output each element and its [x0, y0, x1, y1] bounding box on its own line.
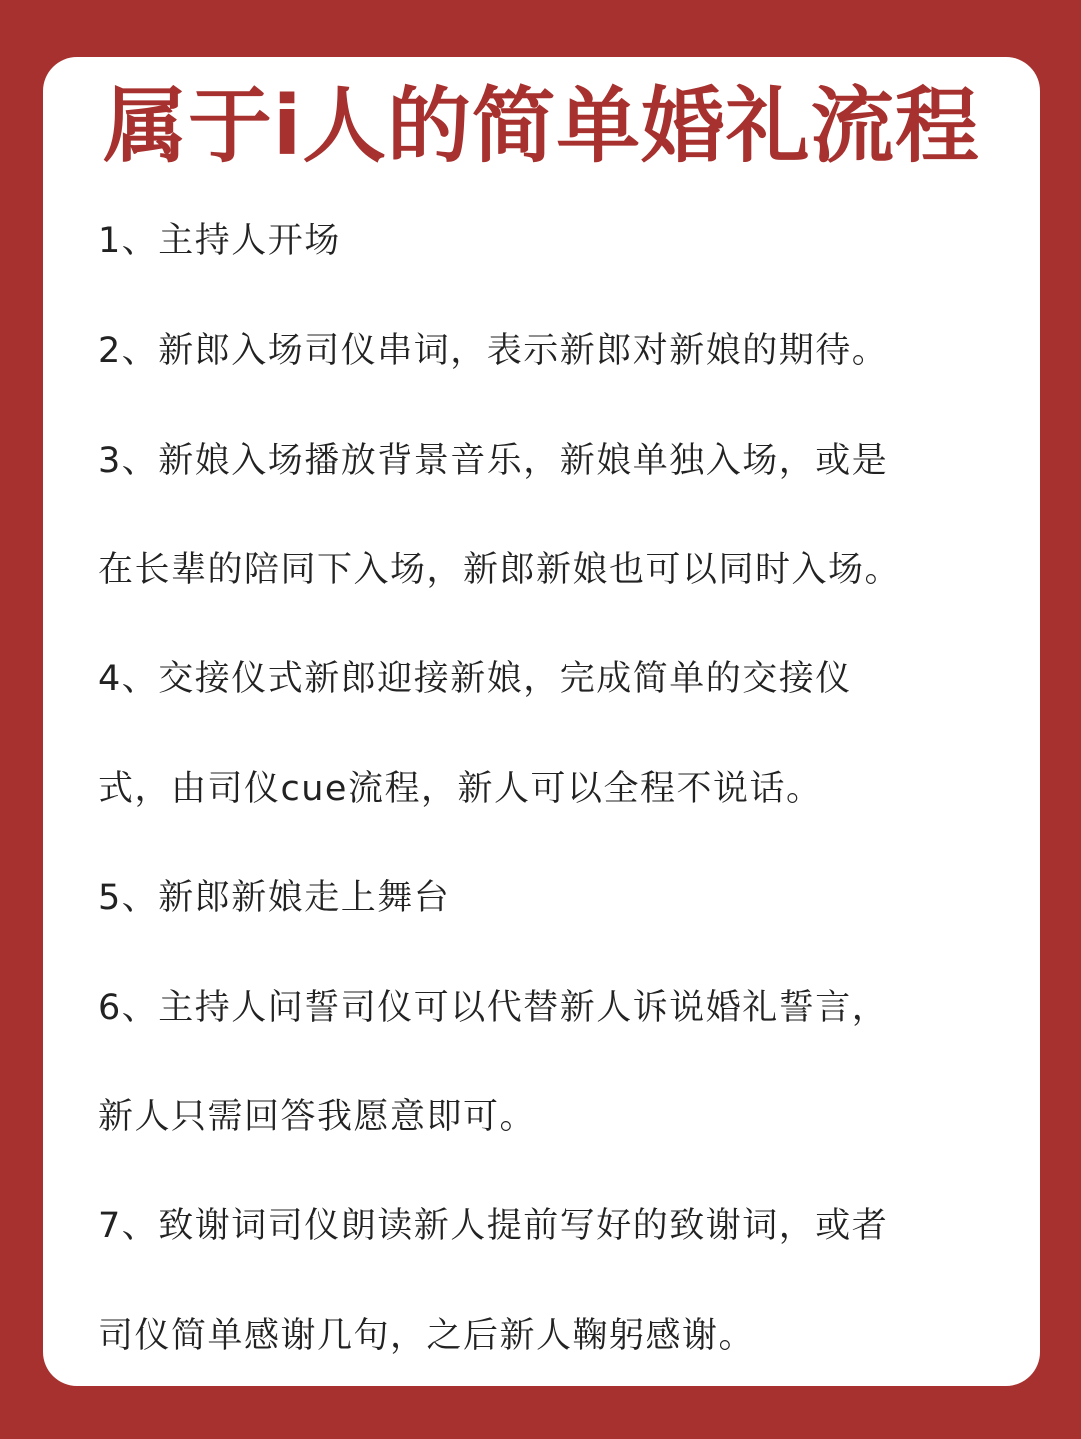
step-4-line-b: 式，由司仪cue流程，新人可以全程不说话。 — [98, 769, 823, 809]
step-5-line: 5、新郎新娘走上舞台 — [98, 878, 451, 918]
step-1-line: 1、主持人开场 — [98, 221, 341, 261]
page-title — [43, 77, 1040, 177]
step-7-line-b: 司仪简单感谢几句，之后新人鞠躬感谢。 — [98, 1316, 756, 1356]
content-card — [43, 57, 1040, 1386]
step-6-line-b: 新人只需回答我愿意即可。 — [98, 1097, 537, 1137]
step-3-line-a: 3、新娘入场播放背景音乐，新娘单独入场，或是 — [98, 441, 889, 481]
step-4-line-a: 4、交接仪式新郎迎接新娘，完成简单的交接仪 — [98, 659, 852, 699]
step-7-line-a: 7、致谢词司仪朗读新人提前写好的致谢词，或者 — [98, 1206, 889, 1246]
step-6-line-a: 6、主持人问誓司仪可以代替新人诉说婚礼誓言， — [98, 988, 889, 1028]
page-title-text: 属于i人的简单婚礼流程 — [103, 79, 980, 174]
step-3-line-b: 在长辈的陪同下入场，新郎新娘也可以同时入场。 — [98, 550, 902, 590]
step-2-line: 2、新郎入场司仪串词，表示新郎对新娘的期待。 — [98, 331, 889, 371]
